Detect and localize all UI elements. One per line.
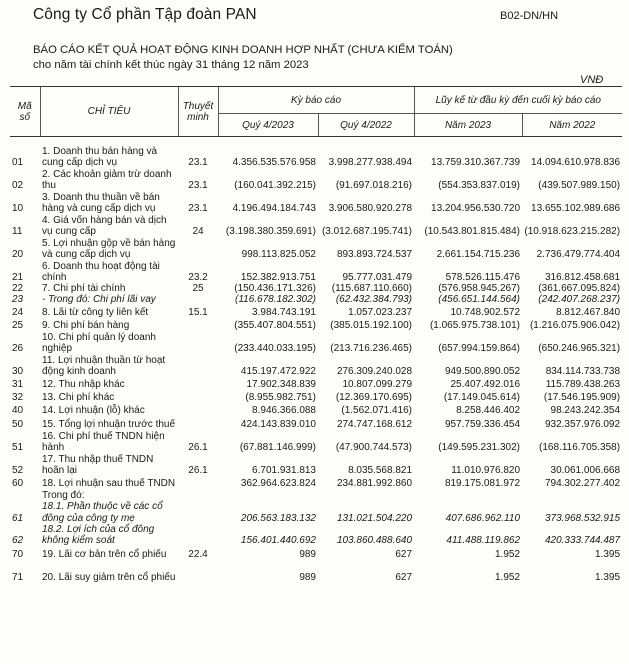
- row-value-y2022: (242.407.268.237): [538, 294, 621, 306]
- row-value-y2022: 98.243.242.354: [550, 405, 621, 417]
- row-value-q4-2023: 8.946.366.088: [252, 405, 316, 417]
- row-value-q4-2023: 362.964.623.824: [240, 478, 316, 490]
- row-value-y2023: (10.543.801.815.484): [424, 225, 521, 237]
- table-row: [10, 331, 622, 354]
- row-value-q4-2022: 95.777.031.479: [342, 271, 413, 283]
- table-row: [10, 283, 622, 294]
- row-value-y2022: 794.302.277.402: [544, 478, 621, 490]
- row-value-y2022: (650.246.965.321): [538, 343, 621, 355]
- row-note: [178, 403, 218, 416]
- row-value-q4-2022: (115.687.110.660): [331, 283, 413, 294]
- row-value-q4-2022: (1.562.071.416): [341, 405, 413, 417]
- row-value-y2023: (554.353.837.019): [438, 179, 521, 191]
- table-row: [10, 354, 622, 377]
- row-value-y2022: 834.114.733.738: [545, 366, 621, 378]
- row-code: 02: [12, 179, 24, 191]
- row-value-q4-2022: (91.697.018.216): [335, 179, 413, 191]
- table-row: [10, 168, 622, 191]
- row-note: [178, 489, 218, 501]
- row-value-y2022: 13.655.102.989.686: [531, 202, 621, 214]
- row-value-q4-2023: 424.143.839.010: [240, 419, 316, 431]
- row-code: 32: [12, 392, 24, 404]
- table-row: [10, 377, 622, 390]
- report-subtitle: cho năm tài chính kết thúc ngày 31 tháng 12 năm 2023: [33, 59, 309, 71]
- row-code: 23: [12, 294, 24, 306]
- col-item-header: CHỈ TIÊU: [40, 87, 178, 137]
- quarter-group-header: Kỳ báo cáo: [218, 87, 414, 114]
- row-value-q4-2023: 4.196.494.184.743: [232, 202, 316, 214]
- row-value-q4-2022: 131.021.504.220: [336, 512, 413, 524]
- row-value-y2023: 11.010.976.820: [451, 465, 521, 477]
- row-value-y2022: 14.094.610.978.836: [531, 156, 621, 168]
- row-value-q4-2022: 627: [395, 572, 413, 584]
- row-code: 10: [12, 202, 24, 214]
- row-note: 26.1: [188, 465, 208, 477]
- row-note: [178, 377, 218, 390]
- row-value-q4-2022: (62.432.384.793): [335, 294, 413, 306]
- row-code: 24: [12, 307, 24, 319]
- table-row: [10, 430, 622, 453]
- row-value-y2023: 1.952: [494, 549, 521, 561]
- row-value-y2022: 420.333.744.487: [544, 535, 621, 547]
- row-item: 6. Doanh thu hoạt động tài chính: [42, 260, 160, 283]
- row-value-y2022: 30.061.006.668: [550, 465, 621, 477]
- row-value-q4-2022: 627: [395, 549, 413, 561]
- row-value-y2023: (1.065.975.738.101): [429, 320, 521, 332]
- table-row: [10, 489, 622, 501]
- row-item: 12. Thu nhập khác: [42, 379, 125, 391]
- row-code: 21: [12, 271, 24, 283]
- row-value-q4-2022: (3.012.687.195.741): [321, 225, 413, 237]
- row-value-y2023: 578.526.115.476: [445, 271, 521, 283]
- row-note: 23.2: [188, 271, 208, 283]
- row-value-q4-2023: 989: [299, 549, 316, 561]
- ytd-group-header: Lũy kế từ đầu kỳ đến cuối kỳ báo cáo: [414, 87, 622, 114]
- row-code: 11: [12, 225, 23, 237]
- row-note: [178, 560, 218, 583]
- table-row: [10, 560, 622, 583]
- row-value-q4-2022: (12.369.170.695): [335, 392, 413, 404]
- row-value-q4-2022: 3.998.277.938.494: [328, 156, 413, 168]
- row-value-y2022: 2.736.479.774.404: [536, 248, 621, 260]
- row-value-y2022: [522, 489, 622, 501]
- row-value-y2023: 8.258.446.402: [456, 405, 521, 417]
- row-value-q4-2023: 3.984.743.191: [252, 307, 316, 319]
- col-code-header: Mã số: [10, 87, 40, 137]
- row-value-y2022: (168.116.705.358): [539, 442, 621, 454]
- row-value-y2023: (456.651.144.564): [438, 294, 521, 306]
- row-code: 20: [12, 248, 24, 260]
- row-note: 23.1: [188, 179, 208, 191]
- row-value-q4-2023: (233.440.033.195): [234, 343, 316, 355]
- row-value-y2023: 1.952: [494, 572, 521, 584]
- table-row: [10, 294, 622, 305]
- row-item: 13. Chi phí khác: [42, 392, 115, 404]
- row-value-y2023: 949.500.890.052: [444, 366, 521, 378]
- row-value-q4-2023: 4.356.535.576.958: [232, 156, 316, 168]
- row-value-y2022: (439.507.989.150): [538, 179, 621, 191]
- row-item: 15. Tổng lợi nhuận trước thuế: [42, 419, 176, 431]
- row-value-y2022: (1.216.075.906.042): [529, 320, 621, 332]
- row-item: 18.1. Phần thuộc về các cổ đông của công ty mẹ: [42, 501, 163, 524]
- row-item: 17. Thu nhập thuế TNDN hoãn lại: [42, 454, 154, 477]
- row-note: [178, 318, 218, 331]
- row-note: [178, 294, 218, 305]
- col-q4-2022-header: Quý 4/2022: [318, 114, 414, 137]
- row-item: 16. Chi phí thuế TNDN hiện hành: [42, 431, 165, 454]
- row-value-q4-2023: (160.041.392.215): [234, 179, 316, 191]
- table-body: [10, 137, 622, 584]
- row-code: 61: [12, 512, 24, 524]
- row-value-q4-2022: 234.881.992.860: [336, 478, 413, 490]
- row-value-y2023: [414, 489, 522, 501]
- row-item: 1. Doanh thu bán hàng và cung cấp dịch vụ: [42, 145, 158, 168]
- row-item: Trong đó:: [42, 490, 85, 502]
- row-note: [178, 354, 218, 377]
- row-item: 4. Giá vốn hàng bán và dịch vụ cung cấp: [42, 214, 167, 237]
- table-row: [10, 546, 622, 560]
- row-note: 23.1: [188, 202, 208, 214]
- row-code: 26: [12, 343, 24, 355]
- row-value-q4-2023: 989: [299, 572, 316, 584]
- table-row: [10, 416, 622, 430]
- table-row: [10, 237, 622, 260]
- table-row: [10, 305, 622, 318]
- income-statement-table: [10, 86, 622, 583]
- row-item: 10. Chi phí quản lý doanh nghiệp: [42, 332, 156, 355]
- row-value-q4-2023: (116.678.182.302): [235, 294, 316, 306]
- row-note: [178, 501, 218, 523]
- row-value-q4-2023: 998.113.825.052: [241, 248, 316, 260]
- row-value-y2023: (149.595.231.302): [438, 442, 521, 454]
- table-row: [10, 214, 622, 237]
- row-code: 60: [12, 478, 24, 490]
- row-value-y2022: (17.546.195.909): [543, 392, 621, 404]
- row-item: 19. Lãi cơ bản trên cổ phiếu: [42, 549, 167, 561]
- row-value-q4-2023: 206.563.183.132: [240, 512, 316, 524]
- row-value-q4-2023: 415.197.472.922: [240, 366, 316, 378]
- row-note: [178, 237, 218, 260]
- col-y2022-header: Năm 2022: [522, 114, 622, 137]
- row-item: 7. Chi phí tài chính: [42, 283, 126, 294]
- row-value-q4-2023: 156.401.440.692: [240, 535, 316, 547]
- row-value-q4-2022: (385.015.192.100): [330, 320, 413, 332]
- row-value-y2023: 407.686.962.110: [445, 512, 521, 524]
- row-item: 20. Lãi suy giảm trên cổ phiếu: [42, 572, 176, 584]
- row-value-y2022: (361.667.095.824): [538, 283, 621, 294]
- form-code: B02-DN/HN: [500, 10, 559, 22]
- row-value-y2023: 25.407.492.016: [450, 379, 521, 391]
- row-value-q4-2022: 3.906.580.920.278: [328, 202, 413, 214]
- row-note: [178, 331, 218, 354]
- row-note: 15.1: [188, 307, 208, 319]
- row-code: 01: [12, 156, 24, 168]
- row-item: 3. Doanh thu thuần về bán hàng và cung cấp dịch vụ: [42, 191, 160, 214]
- row-value-y2023: 819.175.081.972: [444, 478, 521, 490]
- row-item: 11. Lợi nhuận thuần từ hoạt động kinh doanh: [42, 355, 166, 378]
- row-value-y2022: 1.395: [595, 572, 621, 584]
- row-value-y2023: 13.204.956.530.720: [431, 202, 521, 214]
- row-value-y2023: 957.759.336.454: [444, 419, 521, 431]
- col-note-header: Thuyết minh: [178, 87, 218, 137]
- row-value-q4-2022: 1.057.023.237: [348, 307, 413, 319]
- row-note: [178, 524, 218, 546]
- report-title: BÁO CÁO KẾT QUẢ HOẠT ĐỘNG KINH DOANH HỢP NHẤT (CHƯA KIỂM TOÁN): [33, 44, 453, 56]
- row-value-y2023: 2.661.154.715.236: [436, 248, 521, 260]
- row-item: 9. Chi phí bán hàng: [42, 320, 130, 332]
- row-value-y2023: (657.994.159.864): [438, 343, 521, 355]
- table-row: [10, 260, 622, 283]
- row-value-y2022: 1.395: [595, 549, 621, 561]
- table-row: [10, 318, 622, 331]
- row-value-q4-2023: 152.382.913.751: [240, 271, 316, 283]
- row-code: 22: [12, 283, 24, 294]
- row-code: 71: [12, 572, 24, 584]
- row-value-y2022: 115.789.438.263: [545, 379, 621, 391]
- row-value-q4-2022: 103.860.488.640: [336, 535, 413, 547]
- row-value-q4-2023: (3.198.380.359.691): [225, 225, 316, 237]
- row-value-y2023: 13.759.310.367.739: [431, 156, 521, 168]
- row-value-q4-2022: 8.035.568.821: [348, 465, 413, 477]
- row-value-q4-2022: 276.309.240.028: [336, 366, 413, 378]
- row-note: 26.1: [188, 442, 208, 454]
- row-value-q4-2022: 274.747.168.612: [336, 419, 413, 431]
- row-item: 18.2. Lợi ích của cổ đông không kiểm soát: [42, 523, 155, 547]
- row-note: 25: [192, 283, 204, 294]
- row-code: 62: [12, 535, 24, 547]
- row-value-q4-2022: [318, 489, 414, 501]
- company-name: Công ty Cổ phần Tập đoàn PAN: [33, 6, 257, 23]
- row-value-q4-2023: (355.407.804.551): [234, 320, 316, 332]
- row-value-q4-2022: 893.893.724.537: [336, 248, 413, 260]
- row-note: [178, 416, 218, 430]
- row-value-q4-2023: (150.436.171.326): [234, 283, 316, 294]
- row-value-y2022: (10.918.623.215.282): [524, 225, 621, 237]
- table-row: [10, 453, 622, 476]
- table-row: [10, 145, 622, 168]
- row-value-y2022: 932.357.976.092: [544, 419, 621, 431]
- row-item: - Trong đó: Chi phí lãi vay: [42, 294, 156, 306]
- row-item: 2. Các khoản giảm trừ doanh thu: [42, 168, 172, 191]
- table-row: [10, 476, 622, 489]
- row-value-q4-2022: (47.900.744.573): [335, 442, 413, 454]
- row-value-q4-2023: 6.701.931.813: [252, 465, 316, 477]
- row-item: 5. Lợi nhuận gộp về bán hàng và cung cấp dịch vụ: [42, 237, 176, 260]
- row-code: 50: [12, 419, 24, 431]
- table-row: [10, 524, 622, 546]
- row-item: 18. Lợi nhuận sau thuế TNDN: [42, 478, 176, 490]
- row-item: 8. Lãi từ công ty liên kết: [42, 307, 149, 319]
- row-value-y2022: 316.812.458.681: [544, 271, 621, 283]
- row-code: 52: [12, 465, 24, 477]
- row-value-q4-2022: 10.807.099.279: [342, 379, 413, 391]
- row-value-q4-2022: (213.716.236.465): [330, 343, 413, 355]
- row-value-q4-2023: 17.902.348.839: [246, 379, 316, 391]
- row-code: 25: [12, 320, 24, 332]
- row-value-y2023: 411.488.119.862: [446, 535, 521, 547]
- col-q4-2023-header: Quý 4/2023: [218, 114, 318, 137]
- row-value-y2022: 373.968.532.915: [544, 512, 621, 524]
- row-note: 22.4: [188, 549, 208, 561]
- row-note: [178, 476, 218, 489]
- col-y2023-header: Năm 2023: [414, 114, 522, 137]
- row-code: [10, 489, 40, 501]
- row-value-q4-2023: (8.955.982.751): [245, 392, 316, 404]
- row-note: 23.1: [188, 156, 208, 168]
- table-row: [10, 390, 622, 403]
- row-item: 14. Lợi nhuận (lỗ) khác: [42, 405, 145, 417]
- currency-unit: VNĐ: [580, 74, 604, 86]
- row-note: [178, 390, 218, 403]
- table-row: [10, 191, 622, 214]
- row-code: 40: [12, 405, 24, 417]
- row-value-y2023: 10.748.902.572: [450, 307, 521, 319]
- row-code: 51: [12, 442, 24, 454]
- row-value-q4-2023: (67.881.146.999): [239, 442, 316, 454]
- table-row: [10, 501, 622, 523]
- row-value-y2023: (17.149.045.614): [443, 392, 521, 404]
- row-value-y2022: 8.812.467.840: [556, 307, 621, 319]
- row-note: 24: [192, 225, 204, 237]
- row-code: 30: [12, 366, 24, 378]
- row-value-q4-2023: [218, 489, 318, 501]
- row-code: 70: [12, 549, 24, 561]
- row-code: 31: [12, 379, 24, 391]
- table-row: [10, 403, 622, 416]
- row-value-y2023: (576.958.945.267): [438, 283, 521, 294]
